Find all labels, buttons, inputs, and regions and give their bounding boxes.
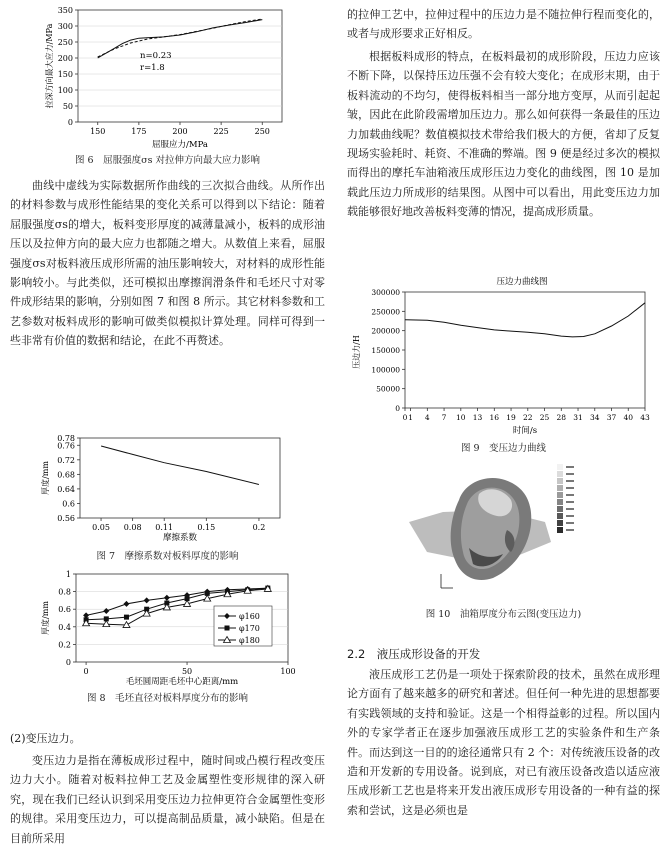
fig6-x-tick-label: 150 — [90, 127, 106, 136]
fig9-y-tick-label: 200000 — [371, 326, 400, 336]
fig9-x-tick-label: 4 — [424, 413, 430, 422]
fig6-x-tick-label: 200 — [172, 127, 188, 136]
fig6-caption: 图 6 屈服强度σs 对拉伸方向最大应力影响 — [75, 155, 260, 166]
fig8-legend — [214, 606, 272, 646]
fig8-data-point — [123, 601, 129, 607]
fig8-y-tick-label: 1 — [65, 570, 71, 579]
fig7-y-tick-label: 0.64 — [57, 484, 75, 494]
fig9-x-tick-label: 0 — [402, 413, 408, 422]
fig6-x-tick-label: 175 — [131, 127, 147, 136]
fig7-plot-frame — [80, 438, 280, 518]
fig6-grid — [78, 26, 282, 106]
fig9-y-tick-label: 250000 — [371, 307, 400, 317]
fig6-y-tick-label: 50 — [62, 102, 73, 111]
fig8-x-tick-label: 100 — [280, 667, 296, 676]
fig9-x-tick-label: 34 — [589, 413, 600, 422]
fig6-x-tick-label: 225 — [213, 127, 229, 136]
section-heading-2-2: 2.2 液压成形设备的开发 — [347, 647, 481, 661]
fig9-x-tick-label: 31 — [573, 413, 583, 422]
fig7-caption: 图 7 摩擦系数对板料厚度的影响 — [96, 551, 239, 562]
fig7-series — [101, 446, 259, 485]
fig7-y-tick-label: 0.76 — [57, 441, 75, 451]
fig8-y-tick-label: 0 — [65, 658, 71, 667]
fig6-annotation-r: r=1.8 — [140, 63, 165, 73]
fig7-x-tick-label: 0.15 — [197, 523, 216, 532]
fig8-legend-marker — [225, 626, 230, 631]
fig8-x-tick-label: 50 — [181, 667, 193, 676]
fig7-y-tick-label: 0.68 — [57, 470, 75, 480]
fig9-x-tick-label: 1 — [408, 413, 413, 422]
fig9-x-tick-label: 13 — [472, 413, 483, 422]
fig6-plot-frame — [78, 10, 282, 122]
fig8-x-ticks — [84, 662, 296, 676]
fig6-series — [98, 19, 263, 58]
fig6-y-tick-label: 100 — [57, 86, 73, 95]
fig8-legend-label: φ170 — [239, 624, 260, 633]
fig6-y-axis-label: 拉深方向最大应力/MPa — [45, 23, 54, 109]
fig7-y-tick-label: 0.78 — [57, 434, 75, 443]
paragraph-2: 变压边力是指在薄板成形过程中，随时间或凸模行程改变压边力大小。随着对板料拉伸工艺及金属塑性变形规律的深入研究，现在我们已经认识到采用变压边力拉伸更符合金属塑性变形的规律。采用变压边力，可以提高制品质量，减小缺陷。但是在目前所采用 — [10, 754, 325, 845]
fig6-series-line-1 — [98, 20, 263, 58]
fig6-series-line-2 — [98, 19, 263, 57]
fig9-y-tick-label: 150000 — [371, 346, 400, 355]
fig9-x-tick-label: 22 — [523, 413, 533, 422]
fig9-y-tick-label: 0 — [395, 404, 400, 413]
paragraph-4: 液压成形工艺仍是一项处于探索阶段的技术，虽然在成形理论方面有了越来越多的研究和著述。但任何一种先进的思想都要有实践领域的支持和验证。这是一个相得益彰的过程。所以国内外的专家学者正在逐步加强液压成形工艺的实验条件和生产条件。而达到这一目的的途径通常只有 2 个：对传统液压设备的改造和开发新的专用设备。说到底，对已有液压设备改造以适应液压成形新工艺也是将来开发出液压成形专用设备的一种有益的探索和尝试，这是必须也是 — [347, 668, 660, 817]
fig6-y-tick-label: 200 — [57, 54, 73, 63]
fig10-contour-image — [347, 460, 660, 600]
fig10-axis-triad — [441, 574, 453, 588]
fig6-y-tick-label: 0 — [67, 118, 73, 127]
fig9-series-line-1 — [405, 303, 645, 337]
fig9-y-tick-label: 100000 — [371, 365, 400, 375]
fig7-x-axis-label: 摩擦系数 — [162, 533, 198, 542]
fig9-x-tick-label: 43 — [640, 413, 650, 422]
fig9-plot-frame — [405, 292, 645, 408]
fig10-fuel-tank-shape — [409, 478, 551, 580]
fig8-legend-label: φ180 — [239, 636, 260, 645]
fig9-x-tick-label: 7 — [441, 413, 447, 422]
paragraph-3: 根据板料成形的特点，在板料最初的成形阶段，压边力应该不断下降，以保持压边压强不会有较大变化；在成形末期，由于板料流动的不均匀，使得板料相当一部分地方变厚，从而引起起皱，因此在此阶段需增加压边力。那么如何获得一条最佳的压边力加载曲线呢？数值模拟技术带给我们极大的方便，省却了反复现场实验耗时、耗资、不准确的弊端。图 9 便是经过多次的模拟而得出的摩托车油箱液压成形压边力变化的曲线图，图 10 是加载此压边力所成形的结果图。从图中可以看出，用此变压边力加载能够很好地改善板料变薄的情况，提高成形质量。 — [347, 50, 660, 219]
fig7-y-tick-label: 0.56 — [57, 514, 75, 523]
fig8-data-point — [144, 597, 150, 603]
fig7-y-ticks — [57, 434, 80, 523]
fig7-x-tick-label: 0.08 — [123, 523, 142, 532]
fig6-y-ticks — [58, 6, 78, 127]
fig9-y-tick-label: 50000 — [376, 384, 400, 394]
fig9-chart — [347, 272, 660, 438]
fig7-y-tick-label: 0.6 — [62, 499, 75, 509]
fig8-legend-label: φ160 — [239, 612, 260, 621]
fig7-chart — [10, 432, 325, 542]
fig6-y-tick-label: 150 — [57, 70, 73, 79]
fig6-x-tick-label: 250 — [254, 127, 270, 136]
paragraph-1: 曲线中虚线为实际数据所作曲线的三次拟合曲线。从所作出的材料参数与成形性能结果的变化关系可以得到以下结论：随着屈服强度σs的增大，板料变形厚度的减薄量减小，板料的成形油压以及拉伸方向的最大应力也都随之增大。从数值上来看，屈服强度σs对板料液压成形所需的油压影响较大，对材料的成形性能影响较小。与此类似，还可模拟出摩擦润滑条件和毛坯尺寸对零件成形结果的影响，分别如图 7 和图 8 所示。其它材料参数和工艺参数对板料成形的影响可做类似模拟计算处理。同样可得到一些非常有价值的数据和结论，在此不再赘述。 — [10, 179, 325, 348]
fig6-y-tick-label: 300 — [57, 22, 73, 31]
fig9-title: 压边力曲线图 — [496, 277, 548, 287]
fig7-x-tick-label: 0.05 — [92, 523, 110, 532]
fig6-y-tick-label: 350 — [57, 6, 73, 15]
fig9-x-tick-label: 37 — [606, 413, 617, 422]
fig6-annotation-n: n=0.23 — [140, 51, 172, 61]
fig8-y-axis-label: 厚度/mm — [41, 601, 50, 635]
fig6-chart — [10, 0, 325, 150]
fig9-x-tick-label: 40 — [623, 413, 634, 422]
fig8-y-tick-label: 0.8 — [58, 587, 71, 597]
fig9-y-tick-label: 300000 — [371, 288, 400, 297]
fig8-y-tick-label: 0.2 — [58, 640, 71, 650]
fig8-chart — [10, 566, 325, 686]
fig9-x-tick-label: 25 — [539, 413, 550, 422]
fig9-x-tick-label: 10 — [456, 413, 466, 422]
fig9-caption: 图 9 变压边力曲线 — [460, 443, 547, 454]
fig9-x-axis-label: 时间/s — [512, 426, 538, 436]
fig10-legend-bar — [557, 464, 574, 533]
fig8-y-ticks — [58, 570, 76, 667]
fig7-x-ticks — [92, 518, 265, 532]
fig9-x-tick-label: 16 — [489, 413, 500, 422]
fig6-axes — [78, 10, 282, 122]
fig9-series — [405, 303, 645, 337]
fig6-y-tick-label: 250 — [57, 38, 73, 47]
fig8-x-tick-label: 0 — [83, 667, 89, 676]
fig9-y-axis-label: 压边力/H — [352, 335, 361, 369]
fig9-y-ticks — [371, 288, 405, 413]
fig8-data-point — [103, 608, 109, 614]
fig9-x-ticks — [403, 408, 650, 422]
fig6-x-axis-label: 屈服应力/MPa — [152, 140, 208, 150]
fig8-y-tick-label: 0.6 — [58, 605, 71, 615]
fig8-caption: 图 8 毛坯直径对板料厚度分布的影响 — [86, 693, 249, 704]
fig8-x-axis-label: 毛坯圆周距毛坯中心距离/mm — [125, 677, 239, 686]
fig10-caption: 图 10 油箱厚度分布云图(变压边力) — [425, 609, 582, 620]
fig9-x-tick-label: 28 — [556, 413, 567, 422]
fig8-data-point — [164, 595, 170, 601]
fig8-y-tick-label: 0.4 — [58, 622, 71, 632]
fig7-x-tick-label: 0.2 — [252, 523, 266, 532]
fig7-y-axis-label: 厚度/mm — [41, 461, 50, 495]
subheading-variable-blankholder: (2)变压边力。 — [10, 732, 81, 745]
fig7-x-tick-label: 0.11 — [155, 523, 174, 532]
fig8-data-point — [124, 615, 129, 620]
fig7-y-tick-label: 0.72 — [57, 455, 75, 465]
fig9-x-tick-label: 19 — [506, 413, 516, 422]
paragraph-top-continued: 的拉伸工艺中，拉伸过程中的压边力是不随拉伸行程而变化的，或者与成形要求正好相反。 — [347, 8, 660, 41]
fig7-series-line-1 — [101, 446, 259, 485]
fig6-x-ticks — [90, 122, 270, 136]
